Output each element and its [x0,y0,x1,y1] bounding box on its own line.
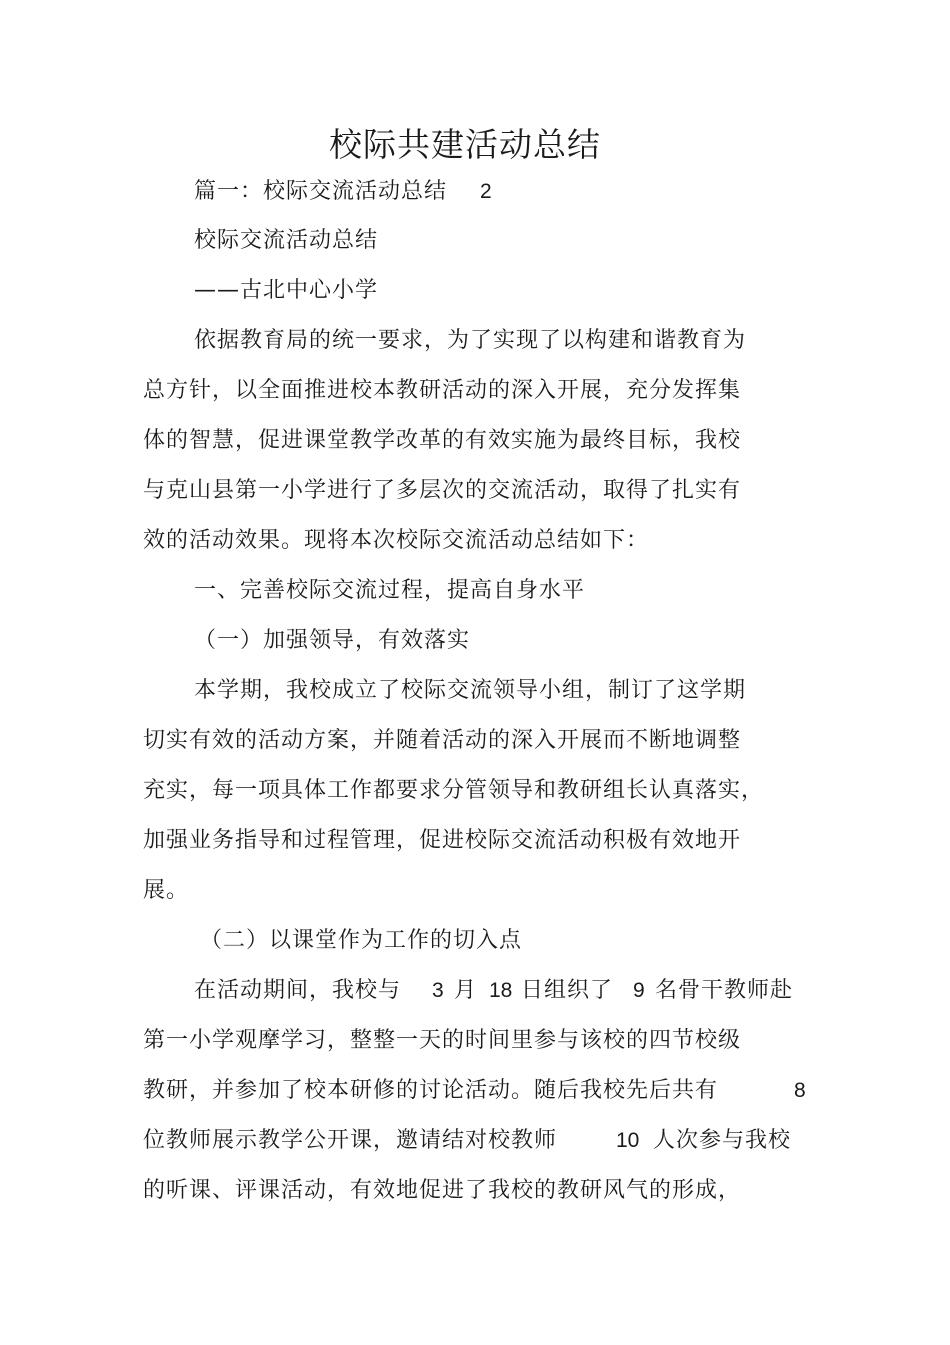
paragraph-fragment: 人次参与我校 [653,1128,792,1153]
author-line: ——古北中心小学 [194,278,379,303]
paragraph-line: 总方针，以全面推进校本教研活动的深入开展，充分发挥集 [143,378,742,403]
teacher-count-number: 8 [794,1079,806,1102]
section-heading: 一、完善校际交流过程，提高自身水平 [194,578,586,603]
paragraph-line: 依据教育局的统一要求，为了实现了以构建和谐教育为 [194,328,747,353]
paragraph-line: 切实有效的活动方案，并随着活动的深入开展而不断地调整 [143,728,742,753]
paragraph-fragment: 名骨干教师赴 [655,978,794,1003]
paragraph-line: 教研，并参加了校本研修的讨论活动。随后我校先后共有 [143,1078,719,1103]
paragraph-line: 充实，每一项具体工作都要求分管领导和教研组长认真落实， [143,778,765,803]
paragraph-fragment: 日组织了 [521,978,614,1003]
date-month-number: 3 [432,979,444,1002]
paragraph-line: 体的智慧，促进课堂教学改革的有效实施为最终目标，我校 [143,428,742,453]
paragraph-line: 效的活动效果。现将本次校际交流活动总结如下： [143,528,650,553]
subsection-heading: （一）加强领导，有效落实 [194,628,471,653]
paragraph-line: 本学期，我校成立了校际交流领导小组，制订了这学期 [194,678,747,703]
paragraph-line: 位教师展示教学公开课，邀请结对校教师 [143,1128,558,1153]
visit-count-number: 10 [616,1129,640,1152]
document-title: 校际共建活动总结 [329,125,601,164]
chapter-heading: 篇一：校际交流活动总结 [194,179,448,204]
paragraph-line: 在活动期间，我校与 [194,978,402,1003]
teacher-count-number: 9 [633,979,645,1002]
paragraph-line: 展。 [143,878,190,903]
date-day-number: 18 [489,979,513,1002]
subsection-heading: （二）以课堂作为工作的切入点 [200,928,523,953]
paragraph-line: 的听课、评课活动，有效地促进了我校的教研风气的形成， [143,1178,742,1203]
paragraph-line: 第一小学观摩学习，整整一天的时间里参与该校的四节校级 [143,1028,742,1053]
paragraph-fragment: 月 [454,978,478,1003]
paragraph-line: 与克山县第一小学进行了多层次的交流活动，取得了扎实有 [143,478,742,503]
subtitle: 校际交流活动总结 [194,228,379,253]
paragraph-line: 加强业务指导和过程管理，促进校际交流活动积极有效地开 [143,828,742,853]
chapter-heading-number: 2 [480,180,492,203]
